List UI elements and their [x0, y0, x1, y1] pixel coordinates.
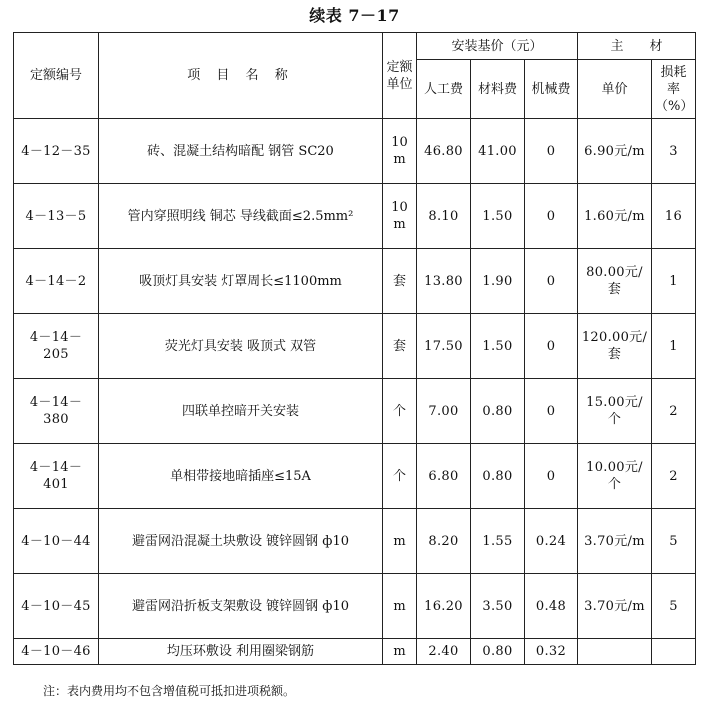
cell-labor: 7.00	[417, 379, 471, 444]
cell-machine: 0	[525, 379, 578, 444]
header-row-1	[14, 33, 696, 60]
cell-material: 0.80	[471, 444, 525, 509]
cell-machine: 0	[525, 249, 578, 314]
table-row	[14, 119, 696, 184]
cell-unit: m	[383, 574, 417, 639]
cell-unit: 个	[383, 379, 417, 444]
cell-labor: 46.80	[417, 119, 471, 184]
cell-unit: 套	[383, 314, 417, 379]
cell-loss: 1	[652, 249, 696, 314]
cell-name: 单相带接地暗插座≤15A	[99, 444, 383, 509]
cell-labor: 8.10	[417, 184, 471, 249]
cell-machine: 0	[525, 444, 578, 509]
cell-name: 吸顶灯具安装 灯罩周长≤1100mm	[99, 249, 383, 314]
cell-price: 10.00元/个	[578, 444, 652, 509]
cell-name: 四联单控暗开关安装	[99, 379, 383, 444]
quota-table	[13, 32, 696, 665]
cell-loss	[652, 639, 696, 665]
cell-machine: 0.32	[525, 639, 578, 665]
header-base-price: 安装基价（元）	[417, 33, 578, 60]
header-unit-price: 单价	[578, 60, 652, 119]
cell-unit: m	[383, 639, 417, 665]
header-material: 材料费	[471, 60, 525, 119]
cell-loss: 5	[652, 574, 696, 639]
cell-code: 4－14－205	[14, 314, 99, 379]
cell-unit: 套	[383, 249, 417, 314]
header-name: 项 目 名 称	[99, 33, 383, 119]
cell-machine: 0.48	[525, 574, 578, 639]
cell-unit: 10m	[383, 184, 417, 249]
cell-loss: 2	[652, 379, 696, 444]
cell-loss: 2	[652, 444, 696, 509]
cell-code: 4－14－2	[14, 249, 99, 314]
cell-price: 120.00元/套	[578, 314, 652, 379]
cell-labor: 17.50	[417, 314, 471, 379]
cell-price: 80.00元/套	[578, 249, 652, 314]
cell-loss: 3	[652, 119, 696, 184]
cell-loss: 5	[652, 509, 696, 574]
cell-name: 管内穿照明线 铜芯 导线截面≤2.5mm²	[99, 184, 383, 249]
cell-code: 4－10－45	[14, 574, 99, 639]
cell-loss: 1	[652, 314, 696, 379]
cell-name: 砖、混凝土结构暗配 钢管 SC20	[99, 119, 383, 184]
table-row	[14, 509, 696, 574]
cell-unit: 10m	[383, 119, 417, 184]
cell-material: 1.50	[471, 184, 525, 249]
cell-name: 荧光灯具安装 吸顶式 双管	[99, 314, 383, 379]
cell-labor: 13.80	[417, 249, 471, 314]
cell-price: 15.00元/个	[578, 379, 652, 444]
cell-name: 避雷网沿混凝土块敷设 镀锌圆钢 ф10	[99, 509, 383, 574]
header-main-material: 主 材	[578, 33, 696, 60]
cell-machine: 0	[525, 184, 578, 249]
table-row	[14, 249, 696, 314]
cell-code: 4－10－44	[14, 509, 99, 574]
cell-code: 4－12－35	[14, 119, 99, 184]
cell-material: 1.50	[471, 314, 525, 379]
cell-labor: 2.40	[417, 639, 471, 665]
header-machine: 机械费	[525, 60, 578, 119]
cell-unit: m	[383, 509, 417, 574]
cell-code: 4－14－401	[14, 444, 99, 509]
cell-name: 均压环敷设 利用圈梁钢筋	[99, 639, 383, 665]
cell-machine: 0	[525, 314, 578, 379]
table-row	[14, 444, 696, 509]
cell-material: 41.00	[471, 119, 525, 184]
table-row	[14, 574, 696, 639]
cell-labor: 6.80	[417, 444, 471, 509]
header-labor: 人工费	[417, 60, 471, 119]
cell-price: 6.90元/m	[578, 119, 652, 184]
table-row	[14, 379, 696, 444]
cell-labor: 8.20	[417, 509, 471, 574]
cell-price	[578, 639, 652, 665]
cell-price: 3.70元/m	[578, 509, 652, 574]
cell-machine: 0	[525, 119, 578, 184]
table-title: 续表 7－17	[309, 6, 400, 25]
cell-price: 3.70元/m	[578, 574, 652, 639]
table-note: 注：表内费用均不包含增值税可抵扣进项税额。	[43, 684, 296, 698]
cell-loss: 16	[652, 184, 696, 249]
cell-material: 1.55	[471, 509, 525, 574]
cell-material: 3.50	[471, 574, 525, 639]
header-loss-rate: 损耗率（%）	[652, 60, 696, 119]
table-row	[14, 639, 696, 665]
cell-name: 避雷网沿折板支架敷设 镀锌圆钢 ф10	[99, 574, 383, 639]
cell-unit: 个	[383, 444, 417, 509]
table-row	[14, 184, 696, 249]
cell-code: 4－10－46	[14, 639, 99, 665]
cell-labor: 16.20	[417, 574, 471, 639]
header-unit: 定额单位	[383, 33, 417, 119]
header-code: 定额编号	[14, 33, 99, 119]
cell-code: 4－13－5	[14, 184, 99, 249]
cell-material: 0.80	[471, 639, 525, 665]
cell-material: 1.90	[471, 249, 525, 314]
cell-material: 0.80	[471, 379, 525, 444]
cell-price: 1.60元/m	[578, 184, 652, 249]
cell-machine: 0.24	[525, 509, 578, 574]
cell-code: 4－14－380	[14, 379, 99, 444]
table-row	[14, 314, 696, 379]
